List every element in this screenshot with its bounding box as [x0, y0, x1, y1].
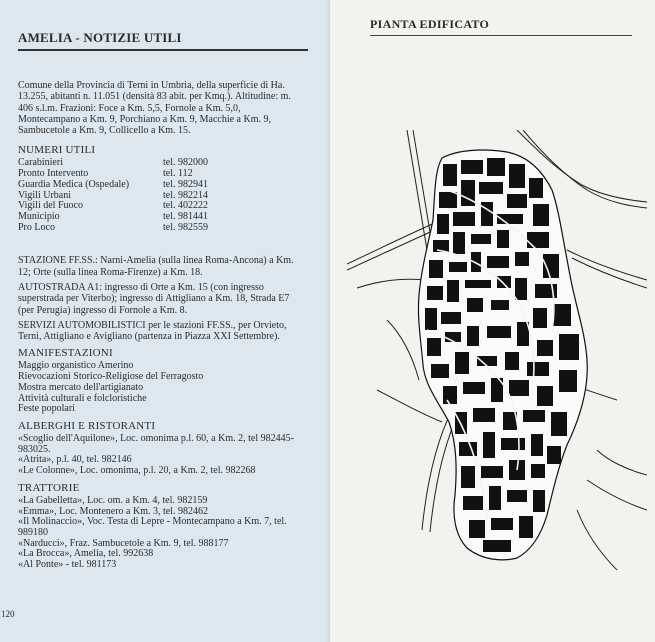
- phone-name: Carabinieri: [18, 157, 63, 169]
- left-page-content: [18, 80, 298, 571]
- list-item: Feste popolari: [18, 403, 75, 415]
- manifestazioni-list: [18, 361, 298, 415]
- stazione-section: [18, 255, 298, 278]
- phone-name: Vigili Urbani: [18, 189, 72, 201]
- list-item: «Narducci», Fraz. Sambucetole a Km. 9, tel. 988177: [18, 537, 229, 549]
- phone-name: Guardia Medica (Ospedale): [18, 178, 130, 190]
- list-item: Attività culturali e folcloristiche: [18, 392, 147, 404]
- title-rule: [18, 49, 308, 51]
- town-plan-illustration: [347, 130, 647, 590]
- list-item: Mostra mercato dell'artigianato: [18, 381, 144, 393]
- autostrada-section: [18, 282, 298, 316]
- numeri-utili-section: [18, 144, 298, 233]
- phone-number: tel. 982941: [163, 178, 208, 190]
- list-item: «Atrita», p.l. 40, tel. 982146: [18, 454, 132, 466]
- list-item: «La Brocca», Amelia, tel. 992638: [18, 548, 154, 560]
- phone-number: tel. 982214: [163, 189, 208, 201]
- list-item: «Emma», Loc. Montenero a Km. 3, tel. 982462: [18, 505, 208, 517]
- town-plan-map: [347, 130, 647, 595]
- title-rule: [370, 35, 632, 36]
- trattorie-heading: TRATTORIE: [18, 481, 80, 494]
- list-item: Rievocazioni Storico-Religiose del Ferragosto: [18, 371, 204, 383]
- table-row: [18, 223, 208, 234]
- intro-paragraph: Comune della Provincia di Terni in Umbria, della superficie di Ha. 13.255, abitanti n. 11.051 (densità 83 abit. per Kmq.). Altitudine: m. 406 s.l.m. Frazioni: Foce a Km. 5,5, Fornole a Km. 5,0, Montecampano a Km. 9, Porchiano a Km. 9, Macchie a Km. 9, Sambucetole a Km. 9, Collicello a Km. 15.: [18, 80, 291, 137]
- phone-number: tel. 112: [163, 168, 193, 180]
- phone-number: tel. 981441: [163, 211, 208, 222]
- phone-table: [18, 158, 208, 233]
- autostrada-paragraph: AUTOSTRADA A1: ingresso di Orte a Km. 15 (con ingresso superstrada per Viterbo); ingresso di Attigliano a Km. 18, Strada E7 (per Perugia) ingresso di Fornole a Km. 8.: [18, 282, 290, 316]
- numeri-utili-heading: NUMERI UTILI: [18, 144, 96, 157]
- list-item: «Scoglio dell'Aquilone», Loc. omonima p.l. 60, a Km. 2, tel 982445-983025.: [18, 433, 294, 455]
- phone-number: tel. 982000: [163, 157, 208, 169]
- table-row: [18, 180, 208, 191]
- trattorie-list: [18, 496, 298, 571]
- phone-name: Pronto Intervento: [18, 168, 89, 180]
- page-number: 120: [1, 609, 15, 619]
- list-item: «Le Colonne», Loc. omonima, p.l. 20, a Km. 2, tel. 982268: [18, 465, 256, 477]
- list-item: Maggio organistico Amerino: [18, 360, 134, 372]
- servizi-section: [18, 320, 298, 343]
- alberghi-section: [18, 420, 298, 477]
- stazione-paragraph: STAZIONE FF.SS.: Narni-Amelia (sulla linea Roma-Ancona) a Km. 12; Orte (sulla linea Roma-Firenze) a Km. 18.: [18, 255, 294, 278]
- list-item: «La Gabelletta», Loc. om. a Km. 4, tel. 982159: [18, 494, 208, 506]
- page-title: AMELIA - NOTIZIE UTILI: [18, 30, 182, 45]
- servizi-paragraph: SERVIZI AUTOMOBILISTICI per le stazioni FF.SS., per Orvieto, Terni, Attigliano e Avigliano (partenza in Piazza XXI Settembre).: [18, 319, 287, 343]
- list-item: «Il Molinaccio», Voc. Testa di Lepre - Montecampano a Km. 7, tel. 989180: [18, 516, 287, 538]
- phone-name: Pro Loco: [18, 221, 55, 233]
- map-title: PIANTA EDIFICATO: [370, 17, 490, 31]
- left-page-header: [18, 30, 308, 51]
- right-page-header: [370, 17, 630, 36]
- list-item: «Al Ponte» - tel. 981173: [18, 559, 117, 571]
- alberghi-list: [18, 434, 298, 477]
- manifestazioni-section: [18, 347, 298, 415]
- manifestazioni-heading: MANIFESTAZIONI: [18, 347, 113, 360]
- trattorie-section: [18, 482, 298, 571]
- phone-name: Vigili del Fuoco: [18, 200, 83, 212]
- alberghi-heading: ALBERGHI E RISTORANTI: [18, 420, 156, 432]
- phone-number: tel. 982559: [163, 221, 208, 233]
- phone-name: Municipio: [18, 211, 60, 222]
- phone-number: tel. 402222: [163, 200, 208, 212]
